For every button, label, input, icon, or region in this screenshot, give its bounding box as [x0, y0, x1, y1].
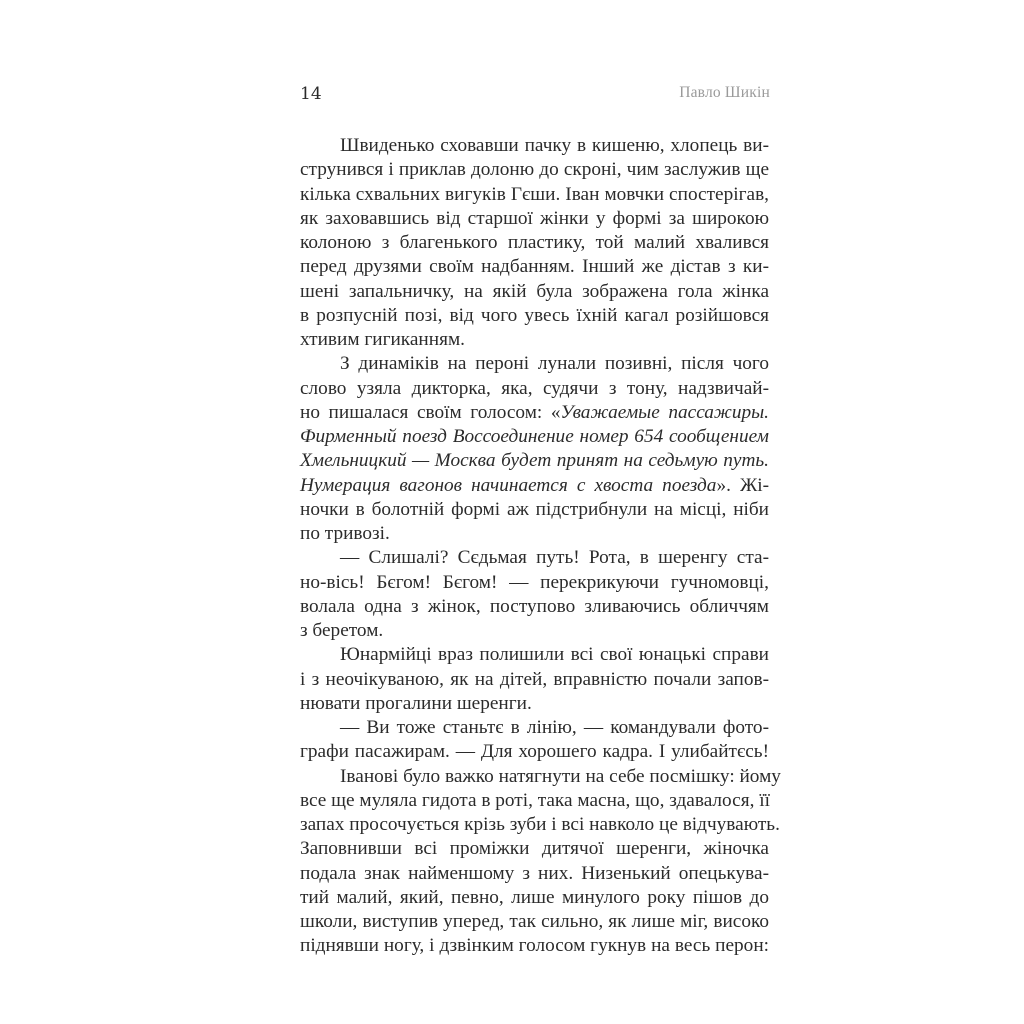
- running-head-author: Павло Шикін: [679, 84, 770, 101]
- text-line: Юнармійці враз полишили всі свої юнацькі справи: [340, 644, 769, 666]
- text-line: ночки в болотній формі аж підстрибнули на місці, ніби: [300, 498, 769, 520]
- text-line: но-вісь! Бєгом! Бєгом! — перекрикуючи гучномовці,: [300, 571, 769, 593]
- italic-quote: Хмельницкий — Москва будет принят на седьмую путь.: [300, 450, 769, 472]
- text-line: колоною з благенького пластику, той малий хвалився: [300, 232, 769, 253]
- text-line: хтивим гигиканням.: [300, 329, 465, 350]
- text-line: перед друзями своїм надбанням. Інший же дістав з ки-: [300, 256, 769, 278]
- text-line: кілька схвальних вигуків Гєши. Іван мовчки спостерігав,: [300, 183, 769, 205]
- text-line: З динаміків на пероні лунали позивні, після чого: [340, 353, 769, 375]
- text-line: з беретом.: [300, 620, 384, 641]
- page-number: 14: [300, 84, 322, 104]
- text-line: все ще муляла гидота в роті, така масна, що, здавалося, її: [300, 789, 770, 811]
- italic-quote: Нумерация вагонов начинается с хвоста поезда: [300, 474, 717, 496]
- italic-quote: Фирменный поезд Воссоединение номер 654 сообщением: [300, 426, 769, 447]
- body-text: [300, 134, 781, 959]
- text-line: по тривозі.: [300, 523, 390, 544]
- text-line: — Ви тоже станьтє в лінію, — командували фото-: [340, 717, 769, 738]
- text-line: школи, виступив уперед, так сильно, як лише міг, високо: [300, 911, 769, 932]
- text-line: шені запальничку, на якій була зображена гола жінка: [300, 280, 769, 302]
- text-line: запах просочується крізь зуби і всі навколо це відчувають.: [300, 814, 780, 835]
- text-line: Нумерация вагонов начинается с хвоста поезда». Жі-: [300, 474, 769, 496]
- text-line: піднявши ногу, і дзвінким голосом гукнув на весь перон:: [300, 935, 769, 957]
- text-line: волала одна з жінок, поступово зливаючись обличчям: [300, 595, 769, 617]
- text-line: [300, 425, 769, 449]
- text-line: тий малий, який, певно, лише минулого року пішов до: [300, 886, 769, 908]
- page-header: [300, 84, 770, 108]
- text-line: графи пасажирам. — Для хорошего кадра. І улибайтєсь!: [300, 741, 769, 763]
- text-line: і з неочікуваною, як на дітей, вправністю почали запов-: [300, 668, 769, 690]
- text-line: в розпусній позі, від чого увесь їхній кагал розійшовся: [300, 304, 769, 326]
- text-line: подала знак найменшому з них. Низенький опецькува-: [300, 862, 769, 884]
- text-line: слово узяла дикторка, яка, судячи з тону, надзвичай-: [300, 377, 769, 399]
- text-line: но пишалася своїм голосом: «Уважаемые пассажиры.: [300, 401, 769, 423]
- text-line: — Слишалі? Сєдьмая путь! Рота, в шеренгу ста-: [340, 547, 769, 569]
- text-line: нювати прогалини шеренги.: [300, 692, 532, 714]
- text-line: струнився і приклав долоню до скроні, чим заслужив ще: [300, 159, 769, 181]
- text-line: Швиденько сховавши пачку в кишеню, хлопець ви-: [340, 135, 769, 156]
- text-line: [300, 449, 769, 473]
- text-line: як заховавшись від старшої жінки у формі за широкою: [300, 207, 769, 229]
- text-line: Заповнивши всі проміжки дитячої шеренги, жіночка: [300, 838, 769, 860]
- italic-quote: Уважаемые пассажиры.: [560, 401, 769, 423]
- text-line: Іванові було важко натягнути на себе посмішку: йому: [340, 765, 781, 787]
